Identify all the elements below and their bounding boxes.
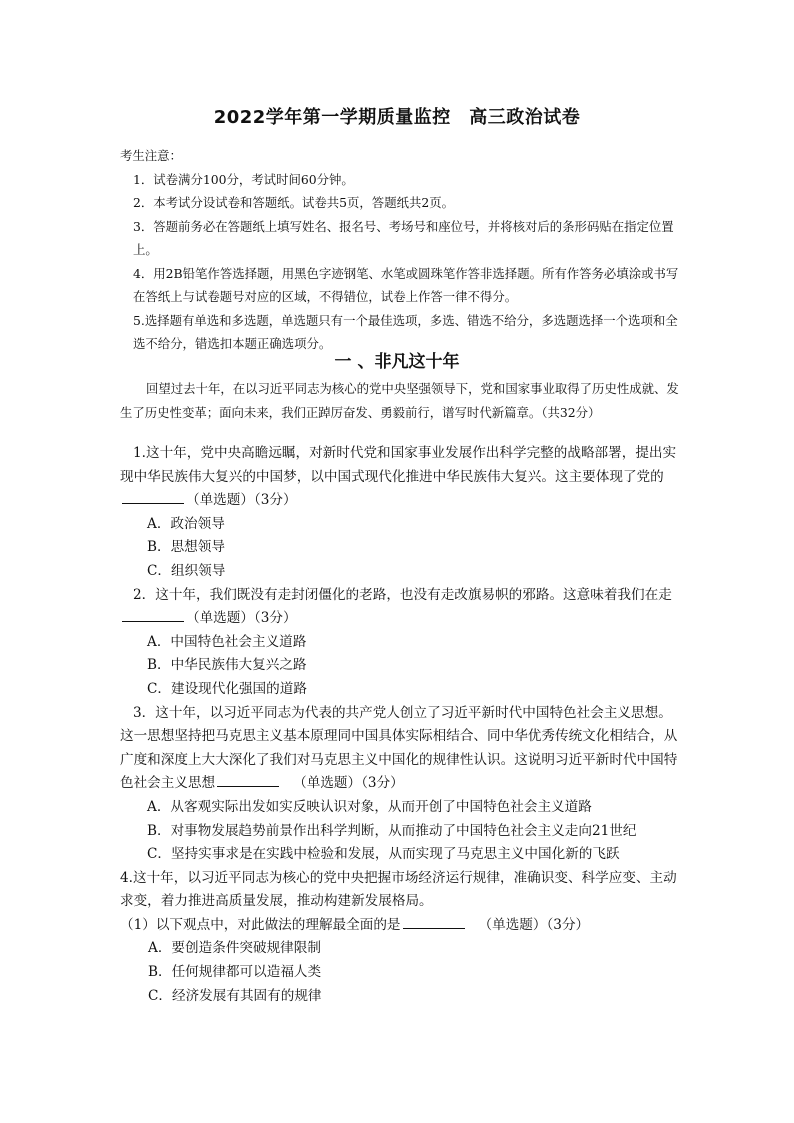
- option-c: C．经济发展有其固有的规律: [148, 987, 322, 1004]
- question-stem: 4.这十年，以习近平同志为核心的党中央把握市场经济运行规律，准确识变、科学应变、主动求变，着力推进高质量发展，推动构建新发展格局。: [120, 869, 677, 910]
- option-a: A．政治领导: [147, 515, 225, 532]
- notice-item: 5.选择题有单选和多选题，单选题只有一个最佳选项，多选、错选不给分，多选题选择一个选项和全选不给分，错选扣本题正确选项分。: [133, 312, 678, 351]
- notice-item: 4．用2B铅笔作答选择题，用黑色字迹钢笔、水笔或圆珠笔作答非选择题。所有作答务必填涂或书写在答纸上与试卷题号对应的区域，不得错位，试卷上作答一律不得分。: [133, 265, 679, 304]
- question-stem: [120, 442, 680, 513]
- answer-blank: [217, 785, 279, 787]
- question-type: （单选题）（3分）: [293, 775, 404, 792]
- notice-item: 2．本考试分设试卷和答题纸。试卷共5页，答题纸共2页。: [133, 195, 455, 210]
- exam-notice: [120, 144, 680, 356]
- option-a: A．从客观实际出发如实反映认识对象，从而开创了中国特色社会主义道路: [147, 798, 592, 815]
- stem-text: （1）以下观点中，对此做法的理解最全面的是: [120, 916, 401, 933]
- option-c: C．建设现代化强国的道路: [147, 680, 307, 697]
- stem-text: 1.这十年，党中央高瞻远瞩，对新时代党和国家事业发展作出科学完整的战略部署，提出实现中华民族伟大复兴的中国梦，以中国式现代化推进中华民族伟大复兴。这主要体现了党的: [120, 445, 677, 485]
- option-a: A．要创造条件突破规律限制: [148, 940, 321, 957]
- exam-title: 2022学年第一学期质量监控 高三政治试卷: [213, 107, 581, 128]
- option-a: A．中国特色社会主义道路: [147, 633, 307, 650]
- answer-blank: [122, 502, 184, 504]
- answer-blank: [122, 620, 184, 622]
- option-c: C．坚持实事求是在实践中检验和发展，从而实现了马克思主义中国化新的飞跃: [147, 846, 620, 863]
- question-type: （单选题）（3分）: [186, 492, 297, 509]
- option-c: C．组织领导: [147, 562, 226, 579]
- question-list: [120, 442, 680, 1008]
- section-intro: 回望过去十年，在以习近平同志为核心的党中央坚强领导下，党和国家事业取得了历史性成就、发生了历史性变革；面向未来，我们正踔厉奋发、勇毅前行，谱写时代新篇章。（共32分）: [120, 381, 679, 420]
- question-type: （单选题）（3分）: [186, 610, 297, 627]
- stem-text: 3．这十年，以习近平同志为代表的共产党人创立了习近平新时代中国特色社会主义思想。这一思想坚持把马克思主义基本原理同中国具体实际相结合、同中华优秀传统文化相结合，从广度和深度上大大深化了我们对马克思主义中国化的规律性认识。这说明习近平新时代中国特色社会主义思想: [120, 704, 678, 792]
- option-b: B．任何规律都可以造福人类: [148, 964, 322, 981]
- option-b: B．中华民族伟大复兴之路: [147, 657, 307, 674]
- answer-blank: [403, 927, 465, 929]
- option-b: B．对事物发展趋势前景作出科学判断，从而推动了中国特色社会主义走向21世纪: [147, 822, 637, 839]
- option-b: B．思想领导: [147, 539, 225, 556]
- notice-heading: 考生注意：: [120, 148, 182, 163]
- stem-text: 2．这十年，我们既没有走封闭僵化的老路，也没有走改旗易帜的邪路。这意味着我们在走: [133, 586, 672, 603]
- question-stem: [120, 584, 680, 631]
- question-type: （单选题）（3分）: [478, 916, 590, 933]
- sub-question: [120, 914, 680, 938]
- section-title: 一 、非凡这十年: [334, 352, 460, 372]
- question-stem: [120, 702, 680, 796]
- notice-item: 3．答题前务必在答题纸上填写姓名、报名号、考场号和座位号，并将核对后的条形码贴在指定位置上。: [133, 218, 674, 257]
- notice-item: 1．试卷满分100分，考试时间60分钟。: [133, 171, 354, 187]
